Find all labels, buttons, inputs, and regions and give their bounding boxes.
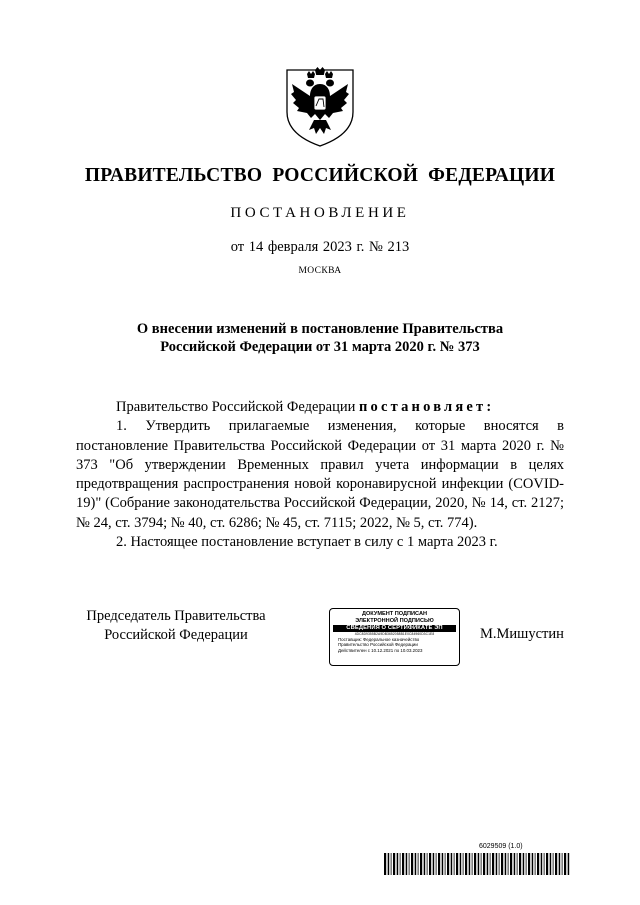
barcode-bar	[460, 853, 462, 875]
issuer-line-1: Поставщик: Федеральное казначейство	[338, 637, 420, 642]
subject-line-2: Российской Федерации от 31 марта 2020 г. № 373	[160, 339, 480, 355]
barcode-bar	[447, 853, 449, 875]
barcode-bar	[526, 853, 527, 875]
barcode-bar	[492, 853, 494, 875]
barcode-bar	[510, 853, 512, 875]
barcode-bar	[456, 853, 458, 875]
government-title: ПРАВИТЕЛЬСТВО РОССИЙСКОЙ ФЕДЕРАЦИИ	[84, 165, 556, 186]
city: МОСКВА	[298, 266, 342, 276]
barcode-bar	[409, 853, 410, 875]
barcode-bar	[391, 853, 392, 875]
barcode-bar	[463, 853, 464, 875]
barcode-bar	[451, 853, 453, 875]
barcode-bar	[427, 853, 428, 875]
stamp-line-2: ЭЛЕКТРОННОЙ ПОДПИСЬЮ	[355, 617, 434, 624]
barcode-bar	[555, 853, 557, 875]
intro-verb: постановляет:	[358, 399, 495, 415]
stamp-banner: СВЕДЕНИЯ О СЕРТИФИКАТЕ ЭП	[333, 625, 456, 632]
barcode-bar	[474, 853, 476, 875]
intro-paragraph	[76, 398, 564, 417]
barcode-bar	[472, 853, 473, 875]
document-subject	[90, 320, 550, 356]
barcode-bar	[400, 853, 401, 875]
barcode-bar	[481, 853, 482, 875]
barcode-bar	[535, 853, 536, 875]
barcode-bar	[478, 853, 480, 875]
barcode-bar	[523, 853, 525, 875]
issuer-line-2: Правительство Российской Федерации	[338, 642, 418, 648]
barcode-bar	[562, 853, 563, 875]
barcode-bar	[454, 853, 455, 875]
e-signature-stamp	[329, 608, 460, 666]
barcode-bar	[469, 853, 471, 875]
barcode-bar	[490, 853, 491, 875]
coat-of-arms-icon	[283, 66, 357, 148]
barcode-bar	[544, 853, 545, 875]
paragraph-2: 2. Настоящее постановление вступает в силу с 1 марта 2023 г.	[116, 534, 498, 551]
barcode-bar	[465, 853, 467, 875]
barcode-bar	[445, 853, 446, 875]
barcode-bar	[438, 853, 440, 875]
barcode-bar	[406, 853, 408, 875]
barcode-bar	[442, 853, 444, 875]
barcode-bar	[568, 853, 570, 875]
barcode-bar	[517, 853, 518, 875]
barcode-bar	[429, 853, 431, 875]
barcode-bar	[514, 853, 516, 875]
barcode-bar	[501, 853, 503, 875]
barcode-bar	[415, 853, 417, 875]
barcode-bar	[508, 853, 509, 875]
barcode-bar	[424, 853, 426, 875]
barcode-bar	[537, 853, 539, 875]
paragraph-1: 1. Утвердить прилагаемые изменения, которые вносятся в постановление Правительства Российской Федерации от 31 марта 2020 г. № 373 "Об утверждении Временных правил учета информации в целях предотвращения распространения новой коронавирусной инфекции (COVID-19)" (Собрание законодательства Российской Федерации, 2020, № 14, ст. 2127; № 24, ст. 3794; № 40, ст. 6286; № 45, ст. 7115; 2022, № 5, ст. 774).	[76, 418, 564, 531]
barcode-bar	[418, 853, 419, 875]
barcode-bar	[402, 853, 404, 875]
barcode-bar	[487, 853, 489, 875]
barcode-bar	[532, 853, 534, 875]
signer-title-line-1: Председатель Правительства	[86, 608, 266, 624]
barcode-bar	[483, 853, 485, 875]
barcode-bar	[564, 853, 566, 875]
barcode-bar	[496, 853, 498, 875]
document-type: ПОСТАНОВЛЕНИЕ	[230, 205, 410, 221]
document-body	[76, 398, 564, 552]
barcode-number: 6029509 (1.0)	[479, 843, 523, 850]
barcode-bar	[397, 853, 399, 875]
barcode-bar	[411, 853, 413, 875]
signer-title-line-2: Российской Федерации	[104, 627, 248, 643]
barcode-bar	[546, 853, 548, 875]
barcode-bar	[550, 853, 552, 875]
barcode-bar	[553, 853, 554, 875]
intro-prefix: Правительство Российской Федерации	[116, 399, 359, 415]
barcode-bar	[559, 853, 561, 875]
validity-period: Действителен с 10.12.2021 по 10.03.2023	[338, 647, 423, 653]
subject-line-1: О внесении изменений в постановление Правительства	[136, 321, 504, 337]
barcode-bar	[541, 853, 543, 875]
barcode-bar	[505, 853, 507, 875]
barcode-bar	[393, 853, 395, 875]
barcode-bar	[388, 853, 390, 875]
barcode-bar	[519, 853, 521, 875]
barcode-bar	[436, 853, 437, 875]
barcode	[384, 853, 570, 875]
barcode-bar	[420, 853, 422, 875]
barcode-bar	[433, 853, 435, 875]
barcode-bar	[528, 853, 530, 875]
signer-name: М.Мишустин	[480, 626, 564, 642]
stamp-line-1: ДОКУМЕНТ ПОДПИСАН	[361, 611, 428, 617]
document-date-number: от 14 февраля 2023 г. № 213	[230, 239, 410, 255]
certificate-serial: 4DC8D9355B2A9DB3652058B1E0C84960D3C1E8	[354, 632, 435, 636]
signer-title	[76, 607, 276, 645]
barcode-bar	[499, 853, 500, 875]
barcode-bar	[384, 853, 386, 875]
